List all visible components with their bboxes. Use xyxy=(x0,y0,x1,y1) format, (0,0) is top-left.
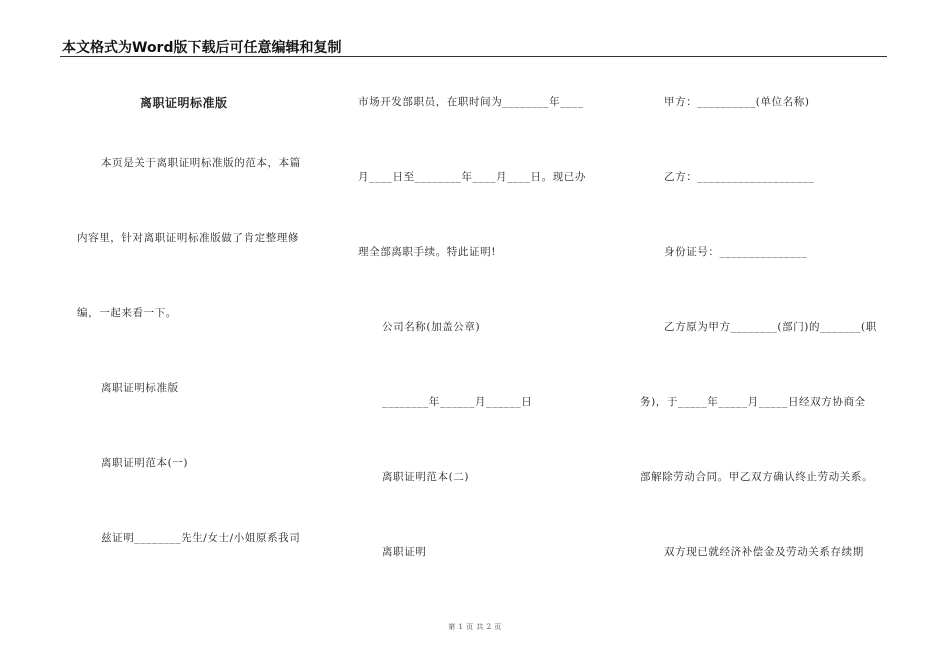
text-line: 编，一起来看一下。 xyxy=(77,307,177,319)
text-line: 务)，于_____年_____月_____日经双方协商全 xyxy=(640,396,866,408)
text-line: ________年______月______日 xyxy=(382,396,533,408)
column-3 xyxy=(640,0,946,672)
text-line: 双方现已就经济补偿金及劳动关系存续期 xyxy=(664,546,864,558)
text-line: 离职证明范本(二) xyxy=(382,471,470,483)
text-line: 兹证明________先生/女士/小姐原系我司 xyxy=(101,532,301,544)
text-line: 月____日至________年____月____日。现已办 xyxy=(358,171,586,183)
text-line: 本页是关于离职证明标准版的范本，本篇 xyxy=(101,157,301,169)
text-line: 甲方：__________(单位名称) xyxy=(664,96,810,108)
header-title: 本文格式为Word版下载后可任意编辑和复制 xyxy=(62,40,342,56)
text-line: 离职证明范本(一) xyxy=(101,457,189,469)
text-line: 部解除劳动合同。甲乙双方确认终止劳动关系。 xyxy=(640,471,874,483)
text-line: 公司名称(加盖公章) xyxy=(382,321,481,333)
column-2 xyxy=(340,0,640,672)
text-line: 身份证号：_______________ xyxy=(664,246,808,258)
text-line: 内容里，针对离职证明标准版做了肯定整理修 xyxy=(77,232,299,244)
text-line: 离职证明 xyxy=(382,546,427,558)
text-line: 乙方：____________________ xyxy=(664,171,815,183)
text-line: 离职证明标准版 xyxy=(101,382,179,394)
column-1 xyxy=(0,0,340,672)
text-line: 理全部离职手续。特此证明! xyxy=(358,246,497,258)
text-line: 市场开发部职员，在职时间为________年____ xyxy=(358,96,584,108)
page-footer: 第 1 页 共 2 页 xyxy=(448,623,502,631)
document-title: 离职证明标准版 xyxy=(140,96,228,110)
text-line: 乙方原为甲方________(部门)的_______(职 xyxy=(664,321,877,333)
